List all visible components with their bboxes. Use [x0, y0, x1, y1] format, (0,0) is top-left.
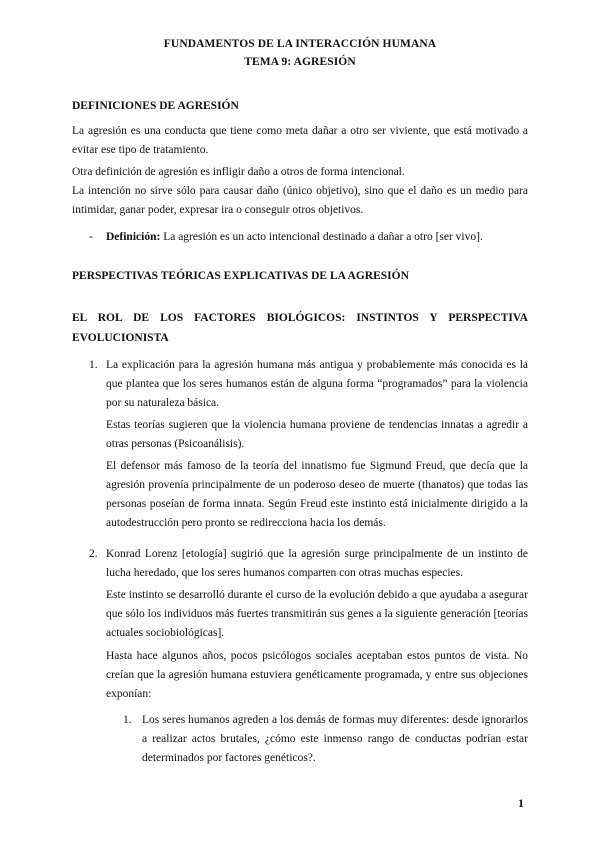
heading-perspectivas: PERSPECTIVAS TEÓRICAS EXPLICATIVAS DE LA AGRESIÓN: [72, 270, 409, 282]
list-item-1-paragraph-3: El defensor más famoso de la teoría del innatismo fue Sigmund Freud, que decía que la agresión provenía principalmente de un poderoso deseo de muerte (thanatos) que todas las personas poseían de forma innata. Según Freud este instinto está inicialmente dirigido a la autodestrucción pero pronto se redirecciona hacia los demás.: [106, 460, 528, 529]
paragraph-definicion-2: Otra definición de agresión es infligir daño a otros de forma intencional.: [72, 166, 405, 178]
list-item-1-paragraph-1: La explicación para la agresión humana más antigua y probablemente más conocida es la que plantea que los seres humanos están de alguna forma “programados” para la violencia por su naturaleza básica.: [106, 359, 528, 409]
heading-factores-biologicos: EL ROL DE LOS FACTORES BIOLÓGICOS: INSTINTOS Y PERSPECTIVA EVOLUCIONISTA: [72, 312, 528, 344]
paragraph-definicion-3: La intención no sirve sólo para causar daño (único objetivo), sino que el daño es un medio para intimidar, ganar poder, expresar ira o conseguir otros objetivos.: [72, 185, 528, 216]
paragraph-definicion-1: La agresión es una conducta que tiene como meta dañar a otro ser viviente, que está motivado a evitar ese tipo de tratamiento.: [72, 125, 528, 156]
bullet-marker: -: [89, 231, 93, 243]
list-item-2-paragraph-1: Konrad Lorenz [etología] sugirió que la agresión surge principalmente de un instinto de lucha heredado, que los seres humanos comparten con otras muchas especies.: [106, 548, 528, 579]
list-item-2-paragraph-3: Hasta hace algunos años, pocos psicólogos sociales aceptaban estos puntos de vista. No creían que la agresión humana estuviera genéticamente programada, y entre sus objeciones exponían:: [106, 650, 528, 700]
list-item-1-paragraph-2: Estas teorías sugieren que la violencia humana proviene de tendencias innatas a agredir a otras personas (Psicoanálisis).: [106, 419, 528, 450]
list-number-2: 2.: [89, 548, 98, 560]
bullet-definicion: [106, 228, 528, 247]
document-title: FUNDAMENTOS DE LA INTERACCIÓN HUMANA: [163, 38, 437, 50]
page-number: 1: [518, 796, 524, 810]
heading-definiciones: DEFINICIONES DE AGRESIÓN: [72, 100, 239, 112]
document-subtitle: TEMA 9: AGRESIÓN: [244, 56, 356, 68]
bullet-label: Definición:: [106, 231, 161, 243]
bullet-text: La agresión es un acto intencional destinado a dañar a otro [ser vivo].: [160, 231, 483, 243]
sublist-number-1: 1.: [123, 714, 132, 726]
list-item-2-paragraph-2: Este instinto se desarrolló durante el curso de la evolución debido a que ayudaba a asegurar que sólo los individuos más fuertes transmitirán sus genes a la siguiente generación [teorías actuales sociobiológicas].: [106, 589, 528, 639]
list-number-1: 1.: [89, 359, 98, 371]
sublist-item-1: Los seres humanos agreden a los demás de formas muy diferentes: desde ignorarlos a realizar actos brutales, ¿cómo este inmenso rango de conductas podrían estar determinados por factores genéticos?.: [142, 714, 528, 764]
